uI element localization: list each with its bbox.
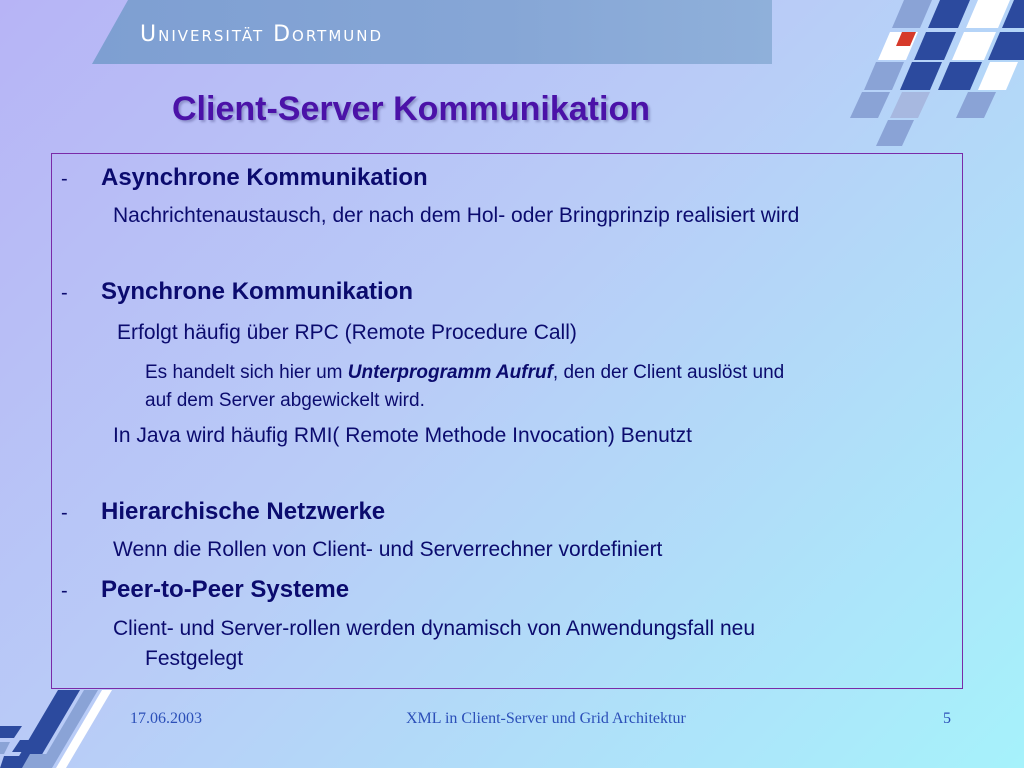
footer-title: XML in Client-Server und Grid Architektur <box>406 710 686 727</box>
footer-logo-icon <box>0 690 120 768</box>
text-hierarchische: Wenn die Rollen von Client- und Serverrechner vordefiniert <box>113 538 663 561</box>
heading-synchrone: Synchrone Kommunikation <box>101 278 414 305</box>
page-number: 5 <box>943 710 951 727</box>
detail-post: , den der Client auslöst und <box>552 362 785 383</box>
text-asynchrone: Nachrichtenaustausch, der nach dem Hol- oder Bringprinzip realisiert wird <box>113 204 800 227</box>
text-rpc: Erfolgt häufig über RPC (Remote Procedure Call) <box>117 321 577 344</box>
slide-title: Client-Server Kommunikation <box>172 90 650 128</box>
footer-date: 17.06.2003 <box>130 710 202 727</box>
content-box <box>51 153 963 689</box>
bullet-marker: - <box>61 168 68 190</box>
text-detail <box>145 362 784 384</box>
text-peer-to-peer-line2: Festgelegt <box>145 647 244 670</box>
bullet-marker: - <box>61 282 68 304</box>
detail-emphasis: Unterprogramm Aufruf <box>347 362 553 383</box>
heading-peer-to-peer: Peer-to-Peer Systeme <box>101 576 350 603</box>
text-java-rmi: In Java wird häufig RMI( Remote Methode Invocation) Benutzt <box>113 424 692 447</box>
text-peer-to-peer: Client- und Server-rollen werden dynamisch von Anwendungsfall neu <box>113 617 756 640</box>
text-detail-line2: auf dem Server abgewickelt wird. <box>145 390 425 411</box>
bullet-marker: - <box>61 580 68 602</box>
detail-pre: Es handelt sich hier um <box>145 362 348 383</box>
bullet-marker: - <box>61 502 68 524</box>
university-name: Universität Dortmund <box>140 22 384 47</box>
heading-hierarchische: Hierarchische Netzwerke <box>101 498 386 525</box>
heading-asynchrone: Asynchrone Kommunikation <box>101 164 428 191</box>
university-logo-icon <box>840 0 1024 150</box>
